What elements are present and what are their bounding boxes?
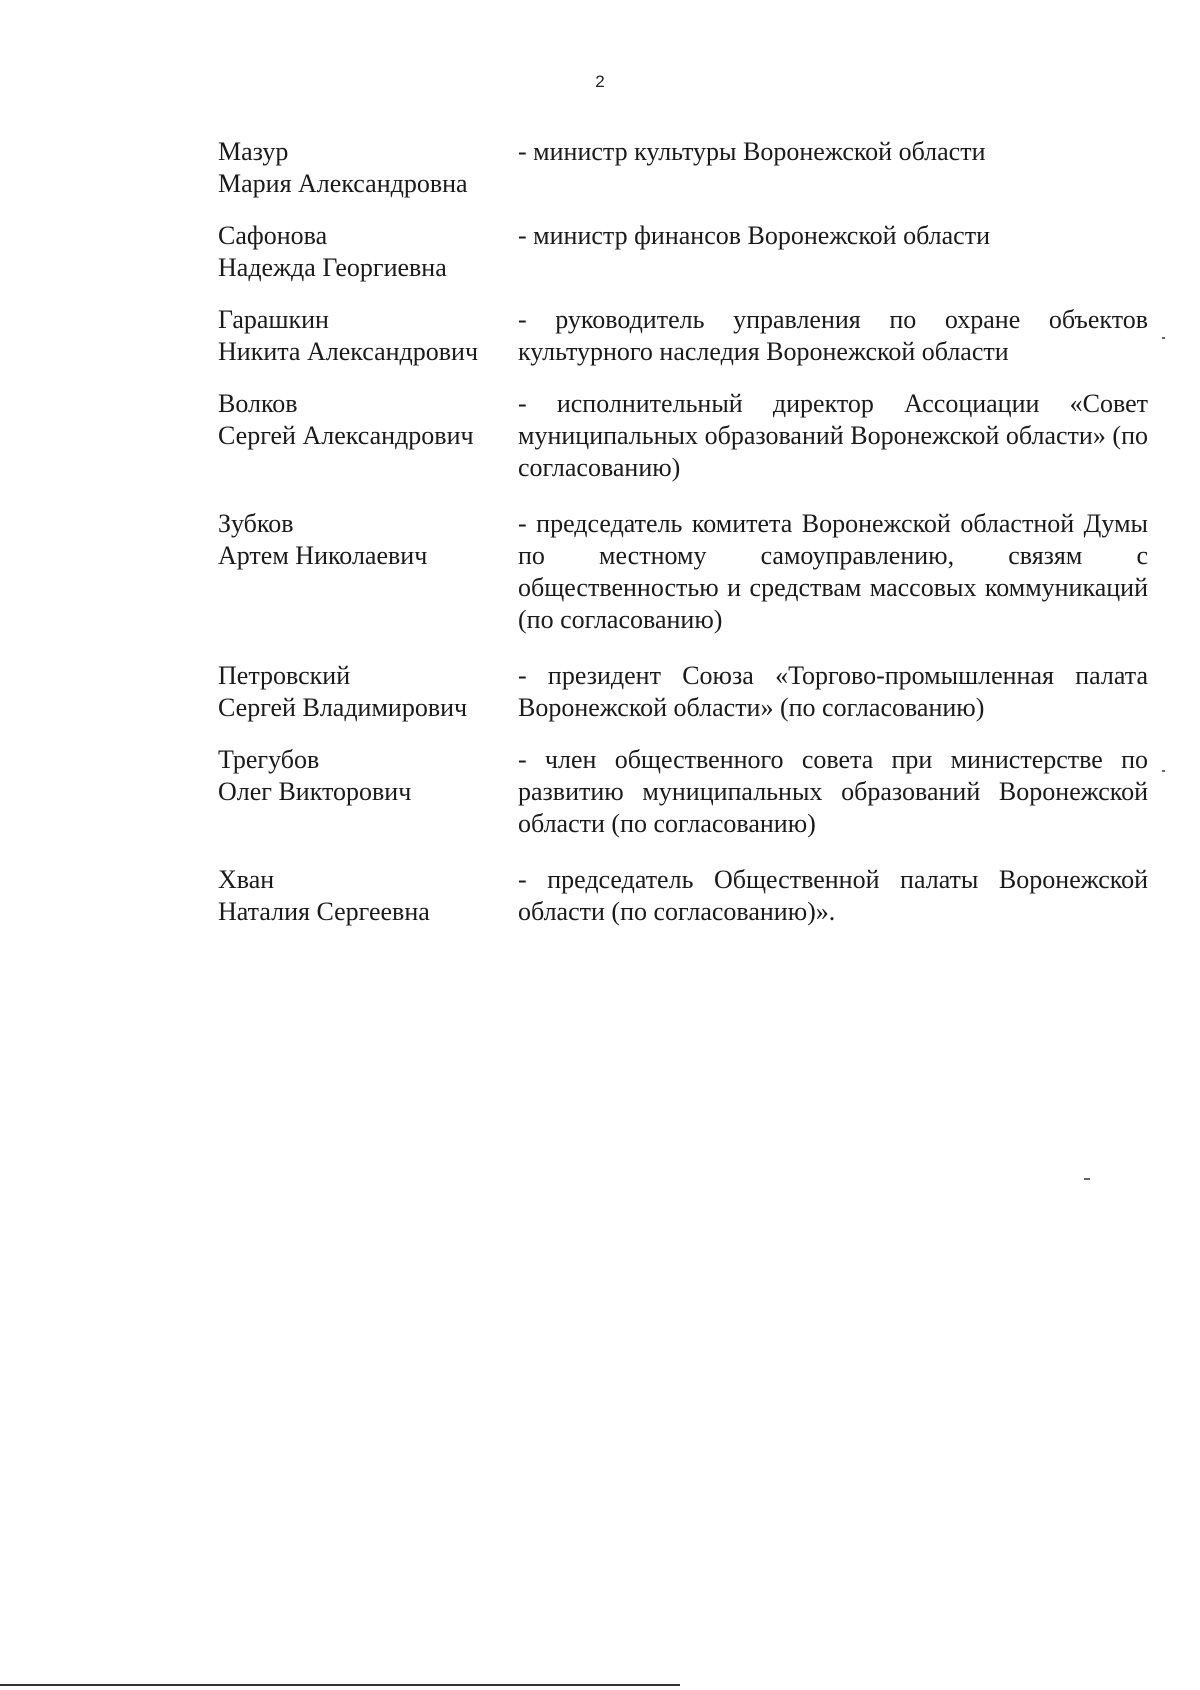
member-name: [218, 864, 518, 928]
member-entry: [218, 304, 1148, 368]
member-position: - председатель Общественной палаты Воронежской области (по согласованию)».: [518, 865, 1148, 926]
member-name: [218, 136, 518, 200]
member-position: - член общественного совета при министерстве по развитию муниципальных образований Воронежской области (по согласованию): [518, 745, 1148, 838]
member-entry: [218, 388, 1148, 484]
member-given-names: Никита Александрович: [218, 337, 479, 366]
member-name: [218, 660, 518, 724]
scan-speck: [1084, 1178, 1090, 1180]
member-name: [218, 304, 518, 368]
member-given-names: Артем Николаевич: [218, 541, 428, 570]
member-surname: Волков: [218, 389, 298, 418]
member-entry: [218, 660, 1148, 724]
scan-speck: [1162, 770, 1165, 772]
member-given-names: Сергей Александрович: [218, 421, 474, 450]
member-given-names: Олег Викторович: [218, 777, 412, 806]
member-position: - руководитель управления по охране объектов культурного наследия Воронежской области: [518, 305, 1148, 366]
member-name: [218, 744, 518, 808]
scan-speck: [1162, 337, 1165, 339]
member-name: [218, 388, 518, 452]
member-position: - исполнительный директор Ассоциации «Совет муниципальных образований Воронежской области» (по согласованию): [518, 389, 1148, 482]
member-surname: Мазур: [218, 137, 289, 166]
member-position: - председатель комитета Воронежской областной Думы по местному самоуправлению, связям с общественностью и средствам массовых коммуникаций (по согласованию): [518, 509, 1148, 634]
member-entry: [218, 744, 1148, 840]
member-name: [218, 508, 518, 572]
member-entry: [218, 220, 1148, 284]
member-given-names: Мария Александровна: [218, 169, 468, 198]
member-name: [218, 220, 518, 284]
page-number: 2: [595, 72, 605, 91]
member-position: - министр культуры Воронежской области: [518, 137, 986, 166]
member-given-names: Сергей Владимирович: [218, 693, 468, 722]
member-entry: [218, 864, 1148, 928]
member-entry: [218, 136, 1148, 200]
page-bottom-rule: [0, 1684, 680, 1686]
member-surname: Хван: [218, 865, 275, 894]
member-position: - министр финансов Воронежской области: [518, 221, 990, 250]
member-surname: Сафонова: [218, 221, 328, 250]
member-entry: [218, 508, 1148, 636]
member-surname: Зубков: [218, 509, 294, 538]
member-given-names: Наталия Сергеевна: [218, 897, 430, 926]
commission-member-list: [218, 136, 1148, 928]
member-surname: Трегубов: [218, 745, 320, 774]
member-surname: Гарашкин: [218, 305, 329, 334]
member-surname: Петровский: [218, 661, 351, 690]
member-position: - президент Союза «Торгово-промышленная палата Воронежской области» (по согласованию): [518, 661, 1148, 722]
member-given-names: Надежда Георгиевна: [218, 253, 447, 282]
